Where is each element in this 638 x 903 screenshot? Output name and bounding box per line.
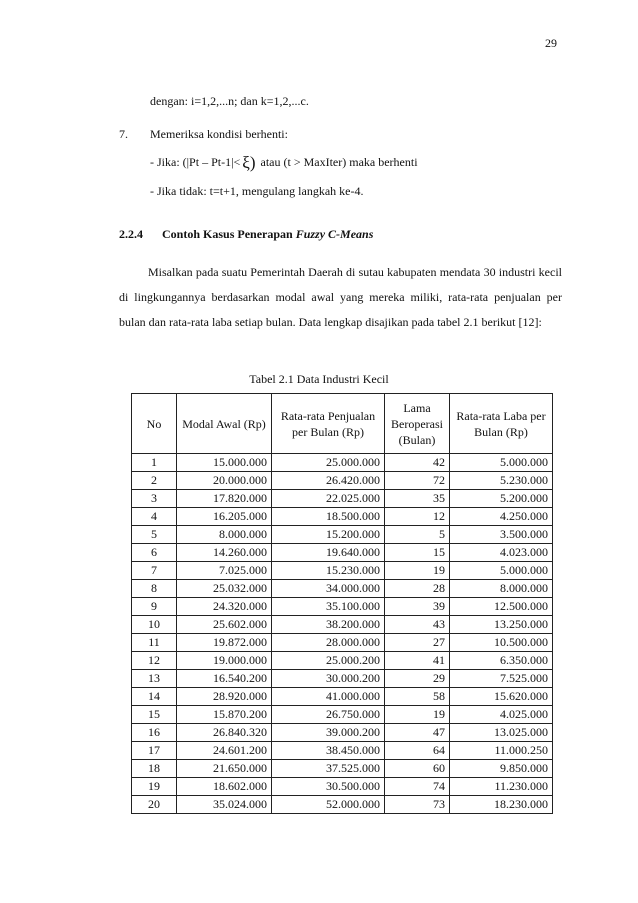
- cell-modal-awal: 24.601.200: [177, 742, 272, 760]
- cell-no: 18: [132, 760, 177, 778]
- table-row: [132, 544, 553, 562]
- table-row: [132, 562, 553, 580]
- header-lama-beroperasi: Lama Beroperasi (Bulan): [385, 394, 450, 454]
- cell-penjualan: 37.525.000: [272, 760, 385, 778]
- cell-penjualan: 26.420.000: [272, 472, 385, 490]
- cell-laba: 9.850.000: [450, 760, 553, 778]
- table-row: [132, 796, 553, 814]
- cell-laba: 6.350.000: [450, 652, 553, 670]
- table-row: [132, 472, 553, 490]
- table-row: [132, 706, 553, 724]
- cell-lama-beroperasi: 47: [385, 724, 450, 742]
- cell-laba: 10.500.000: [450, 634, 553, 652]
- cell-lama-beroperasi: 19: [385, 706, 450, 724]
- cell-modal-awal: 19.000.000: [177, 652, 272, 670]
- cell-laba: 13.025.000: [450, 724, 553, 742]
- cell-no: 15: [132, 706, 177, 724]
- cell-lama-beroperasi: 64: [385, 742, 450, 760]
- cell-lama-beroperasi: 42: [385, 454, 450, 472]
- stop-condition-before: - Jika: (|Pt – Pt-1|<: [150, 155, 241, 169]
- table-row: [132, 580, 553, 598]
- cell-penjualan: 26.750.000: [272, 706, 385, 724]
- table-row: [132, 598, 553, 616]
- cell-penjualan: 30.000.200: [272, 670, 385, 688]
- dengan-line: dengan: i=1,2,...n; dan k=1,2,...c.: [150, 94, 309, 108]
- cell-modal-awal: 28.920.000: [177, 688, 272, 706]
- cell-penjualan: 35.100.000: [272, 598, 385, 616]
- step-7-number: 7.: [119, 127, 128, 141]
- table-body: [132, 454, 553, 814]
- cell-laba: 4.025.000: [450, 706, 553, 724]
- cell-modal-awal: 18.602.000: [177, 778, 272, 796]
- header-penjualan: Rata-rata Penjualan per Bulan (Rp): [272, 394, 385, 454]
- cell-lama-beroperasi: 72: [385, 472, 450, 490]
- header-laba: Rata-rata Laba per Bulan (Rp): [450, 394, 553, 454]
- table-row: [132, 724, 553, 742]
- paragraph-text: Misalkan pada suatu Pemerintah Daerah di sutau kabupaten mendata 30 industri kecil di lingkungannya berdasarkan modal awal yang mereka miliki, rata-rata penjualan per bulan dan rata-rata laba setiap bulan. Data lengkap disajikan pada tabel 2.1 berikut [12]:: [119, 265, 562, 329]
- cell-laba: 15.620.000: [450, 688, 553, 706]
- section-number: 2.2.4: [119, 227, 143, 241]
- cell-laba: 11.000.250: [450, 742, 553, 760]
- cell-laba: 3.500.000: [450, 526, 553, 544]
- header-no: No: [132, 394, 177, 454]
- cell-lama-beroperasi: 12: [385, 508, 450, 526]
- cell-lama-beroperasi: 5: [385, 526, 450, 544]
- cell-penjualan: 22.025.000: [272, 490, 385, 508]
- page-number: 29: [545, 36, 557, 50]
- step-7-title: Memeriksa kondisi berhenti:: [150, 127, 288, 141]
- cell-no: 5: [132, 526, 177, 544]
- cell-modal-awal: 8.000.000: [177, 526, 272, 544]
- cell-no: 12: [132, 652, 177, 670]
- table-row: [132, 634, 553, 652]
- cell-lama-beroperasi: 41: [385, 652, 450, 670]
- cell-modal-awal: 14.260.000: [177, 544, 272, 562]
- cell-laba: 4.250.000: [450, 508, 553, 526]
- body-paragraph: [119, 260, 562, 335]
- cell-modal-awal: 17.820.000: [177, 490, 272, 508]
- cell-lama-beroperasi: 60: [385, 760, 450, 778]
- cell-penjualan: 18.500.000: [272, 508, 385, 526]
- cell-laba: 12.500.000: [450, 598, 553, 616]
- cell-laba: 5.000.000: [450, 562, 553, 580]
- cell-laba: 5.230.000: [450, 472, 553, 490]
- cell-no: 7: [132, 562, 177, 580]
- cell-laba: 7.525.000: [450, 670, 553, 688]
- cell-modal-awal: 15.870.200: [177, 706, 272, 724]
- cell-lama-beroperasi: 28: [385, 580, 450, 598]
- cell-penjualan: 52.000.000: [272, 796, 385, 814]
- cell-modal-awal: 25.602.000: [177, 616, 272, 634]
- cell-no: 2: [132, 472, 177, 490]
- section-title: Contoh Kasus Penerapan: [162, 227, 296, 241]
- cell-modal-awal: 20.000.000: [177, 472, 272, 490]
- cell-penjualan: 30.500.000: [272, 778, 385, 796]
- cell-modal-awal: 19.872.000: [177, 634, 272, 652]
- cell-penjualan: 19.640.000: [272, 544, 385, 562]
- table-row: [132, 652, 553, 670]
- cell-no: 13: [132, 670, 177, 688]
- cell-laba: 13.250.000: [450, 616, 553, 634]
- cell-penjualan: 15.230.000: [272, 562, 385, 580]
- cell-no: 19: [132, 778, 177, 796]
- cell-penjualan: 15.200.000: [272, 526, 385, 544]
- cell-penjualan: 25.000.200: [272, 652, 385, 670]
- cell-laba: 5.000.000: [450, 454, 553, 472]
- table-row: [132, 742, 553, 760]
- cell-modal-awal: 25.032.000: [177, 580, 272, 598]
- cell-modal-awal: 24.320.000: [177, 598, 272, 616]
- table-caption: Tabel 2.1 Data Industri Kecil: [249, 372, 389, 386]
- cell-modal-awal: 16.205.000: [177, 508, 272, 526]
- cell-no: 6: [132, 544, 177, 562]
- cell-lama-beroperasi: 15: [385, 544, 450, 562]
- cell-penjualan: 41.000.000: [272, 688, 385, 706]
- table-row: [132, 688, 553, 706]
- cell-laba: 5.200.000: [450, 490, 553, 508]
- header-modal-awal: Modal Awal (Rp): [177, 394, 272, 454]
- table-row: [132, 454, 553, 472]
- cell-lama-beroperasi: 27: [385, 634, 450, 652]
- cell-no: 4: [132, 508, 177, 526]
- cell-modal-awal: 21.650.000: [177, 760, 272, 778]
- cell-modal-awal: 26.840.320: [177, 724, 272, 742]
- cell-no: 8: [132, 580, 177, 598]
- cell-lama-beroperasi: 43: [385, 616, 450, 634]
- cell-no: 14: [132, 688, 177, 706]
- cell-penjualan: 25.000.000: [272, 454, 385, 472]
- xi-symbol: ξ): [242, 153, 256, 172]
- cell-lama-beroperasi: 19: [385, 562, 450, 580]
- cell-modal-awal: 7.025.000: [177, 562, 272, 580]
- table-header-row: [132, 394, 553, 454]
- table-row: [132, 616, 553, 634]
- cell-laba: 8.000.000: [450, 580, 553, 598]
- cell-penjualan: 39.000.200: [272, 724, 385, 742]
- cell-no: 3: [132, 490, 177, 508]
- table-row: [132, 670, 553, 688]
- industry-data-table: [131, 393, 553, 814]
- cell-no: 16: [132, 724, 177, 742]
- cell-penjualan: 38.450.000: [272, 742, 385, 760]
- cell-lama-beroperasi: 29: [385, 670, 450, 688]
- section-title-italic: Fuzzy C-Means: [295, 227, 374, 241]
- cell-modal-awal: 15.000.000: [177, 454, 272, 472]
- cell-laba: 4.023.000: [450, 544, 553, 562]
- table-row: [132, 760, 553, 778]
- continue-bullet: - Jika tidak: t=t+1, mengulang langkah ke-4.: [150, 184, 364, 198]
- cell-no: 17: [132, 742, 177, 760]
- cell-no: 1: [132, 454, 177, 472]
- cell-penjualan: 34.000.000: [272, 580, 385, 598]
- table-row: [132, 778, 553, 796]
- cell-no: 9: [132, 598, 177, 616]
- cell-modal-awal: 35.024.000: [177, 796, 272, 814]
- stop-condition-bullet: [150, 153, 418, 173]
- table-row: [132, 526, 553, 544]
- cell-no: 10: [132, 616, 177, 634]
- cell-laba: 11.230.000: [450, 778, 553, 796]
- cell-no: 11: [132, 634, 177, 652]
- cell-penjualan: 38.200.000: [272, 616, 385, 634]
- cell-lama-beroperasi: 73: [385, 796, 450, 814]
- table-row: [132, 508, 553, 526]
- cell-lama-beroperasi: 74: [385, 778, 450, 796]
- cell-lama-beroperasi: 39: [385, 598, 450, 616]
- stop-condition-after: atau (t > MaxIter) maka berhenti: [257, 155, 418, 169]
- section-heading: [119, 227, 373, 242]
- cell-modal-awal: 16.540.200: [177, 670, 272, 688]
- cell-lama-beroperasi: 58: [385, 688, 450, 706]
- cell-penjualan: 28.000.000: [272, 634, 385, 652]
- table-row: [132, 490, 553, 508]
- cell-no: 20: [132, 796, 177, 814]
- cell-lama-beroperasi: 35: [385, 490, 450, 508]
- cell-laba: 18.230.000: [450, 796, 553, 814]
